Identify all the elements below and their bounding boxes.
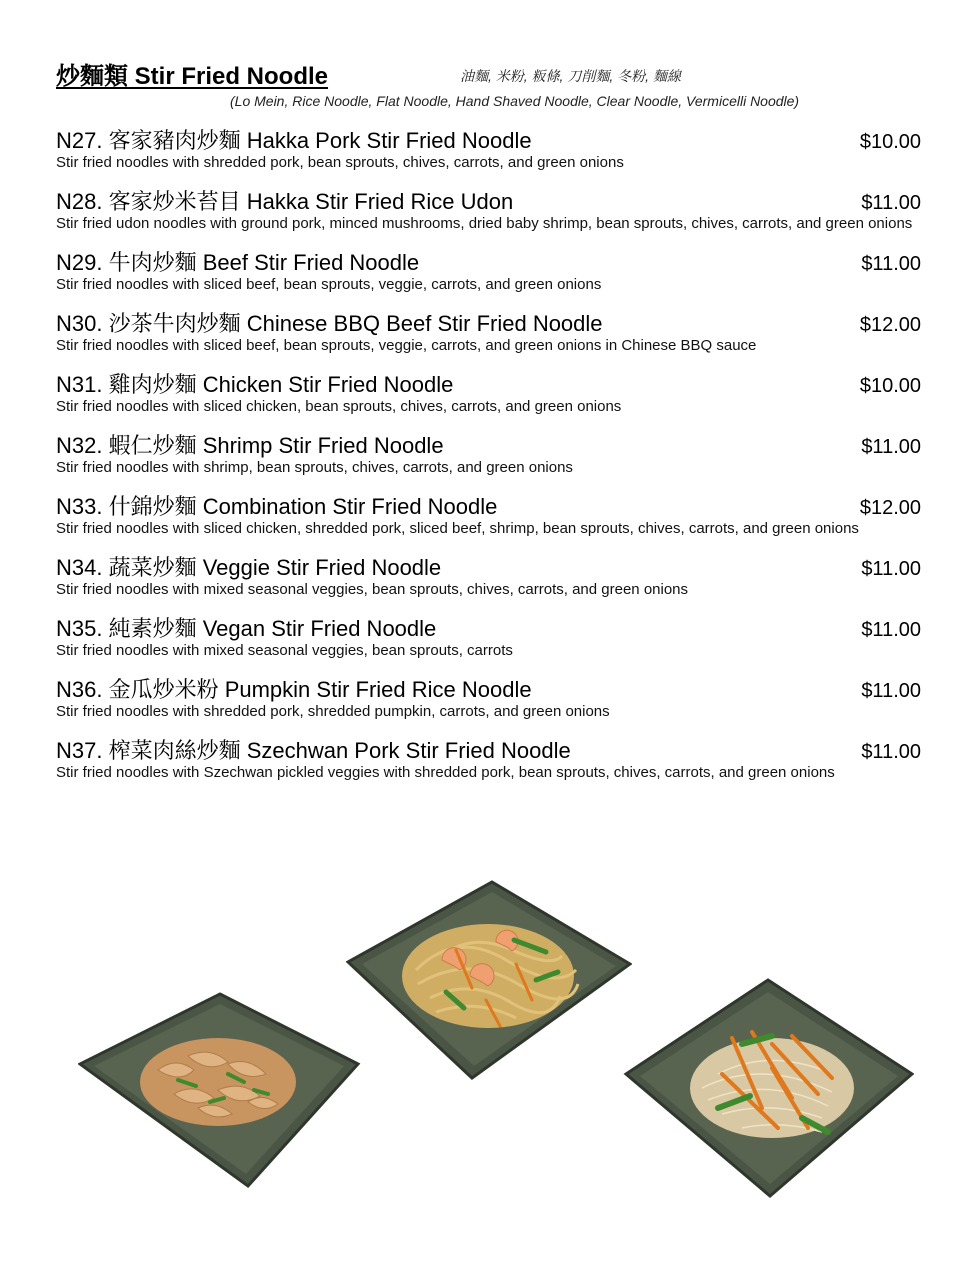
item-name: N31. 雞肉炒麵 Chicken Stir Fried Noodle	[56, 372, 454, 397]
item-name: N29. 牛肉炒麵 Beef Stir Fried Noodle	[56, 250, 420, 275]
menu-item-n30	[56, 307, 921, 356]
item-price: $11.00	[861, 680, 921, 702]
menu-item-n33	[56, 490, 921, 539]
item-description: Stir fried noodles with shredded pork, bean sprouts, chives, carrots, and green onions	[56, 154, 624, 171]
item-description: Stir fried noodles with sliced beef, bean sprouts, veggie, carrots, and green onions in Chinese BBQ sauce	[56, 337, 757, 354]
item-description: Stir fried noodles with sliced chicken, bean sprouts, chives, carrots, and green onions	[56, 398, 622, 415]
menu-header	[56, 56, 936, 116]
item-price: $12.00	[859, 314, 921, 336]
item-price: $11.00	[861, 741, 921, 763]
item-price: $11.00	[861, 436, 921, 458]
item-name: N33. 什錦炒麵 Combination Stir Fried Noodle	[56, 494, 498, 519]
menu-item-n32	[56, 429, 921, 478]
item-name: N37. 榨菜肉絲炒麵 Szechwan Pork Stir Fried Noodle	[56, 738, 571, 763]
item-name: N27. 客家豬肉炒麵 Hakka Pork Stir Fried Noodle	[56, 128, 532, 153]
shrimp-lo-mein-plate-photo	[346, 880, 632, 1080]
item-description: Stir fried noodles with sliced chicken, shredded pork, sliced beef, shrimp, bean sprouts, chives, carrots, and green onions	[56, 520, 859, 537]
item-price: $11.00	[861, 192, 921, 214]
item-description: Stir fried udon noodles with ground pork, minced mushrooms, dried baby shrimp, bean sprouts, chives, carrots, and green onions	[56, 215, 913, 232]
item-description: Stir fried noodles with mixed seasonal veggies, bean sprouts, chives, carrots, and green onions	[56, 581, 689, 598]
item-description: Stir fried noodles with sliced beef, bean sprouts, veggie, carrots, and green onions	[56, 276, 602, 293]
item-price: $12.00	[859, 497, 921, 519]
menu-item-n35	[56, 612, 921, 661]
menu-item-n29	[56, 246, 921, 295]
item-name: N28. 客家炒米苔目 Hakka Stir Fried Rice Udon	[56, 189, 514, 214]
item-price: $11.00	[861, 253, 921, 275]
menu-item-n36	[56, 673, 921, 722]
item-name: N32. 蝦仁炒麵 Shrimp Stir Fried Noodle	[56, 433, 444, 458]
menu-item-n27	[56, 124, 921, 173]
item-description: Stir fried noodles with mixed seasonal veggies, bean sprouts, carrots	[56, 642, 513, 659]
food-photos	[0, 870, 977, 1210]
item-description: Stir fried noodles with Szechwan pickled veggies with shredded pork, bean sprouts, chives, carrots, and green onions	[56, 764, 835, 781]
menu-item-n31	[56, 368, 921, 417]
menu-list	[56, 124, 921, 795]
rice-noodle-plate-photo	[622, 978, 914, 1200]
noodle-types-chinese: 油麵, 米粉, 粄條, 刀削麵, 冬粉, 麵線	[460, 68, 681, 84]
item-description: Stir fried noodles with shrimp, bean sprouts, chives, carrots, and green onions	[56, 459, 573, 476]
menu-item-n28	[56, 185, 921, 234]
noodle-types-english: (Lo Mein, Rice Noodle, Flat Noodle, Hand Shaved Noodle, Clear Noodle, Vermicelli Noodle)	[230, 93, 800, 109]
section-title: 炒麵類 Stir Fried Noodle	[56, 63, 329, 90]
item-name: N30. 沙茶牛肉炒麵 Chinese BBQ Beef Stir Fried Noodle	[56, 311, 603, 336]
item-price: $11.00	[861, 558, 921, 580]
item-price: $10.00	[859, 375, 921, 397]
flat-noodle-plate-photo	[78, 990, 362, 1190]
item-name: N35. 純素炒麵 Vegan Stir Fried Noodle	[56, 616, 437, 641]
item-price: $10.00	[859, 131, 921, 153]
menu-item-n34	[56, 551, 921, 600]
menu-item-n37	[56, 734, 921, 783]
item-price: $11.00	[861, 619, 921, 641]
item-name: N34. 蔬菜炒麵 Veggie Stir Fried Noodle	[56, 555, 442, 580]
item-description: Stir fried noodles with shredded pork, shredded pumpkin, carrots, and green onions	[56, 703, 610, 720]
item-name: N36. 金瓜炒米粉 Pumpkin Stir Fried Rice Noodle	[56, 677, 532, 702]
